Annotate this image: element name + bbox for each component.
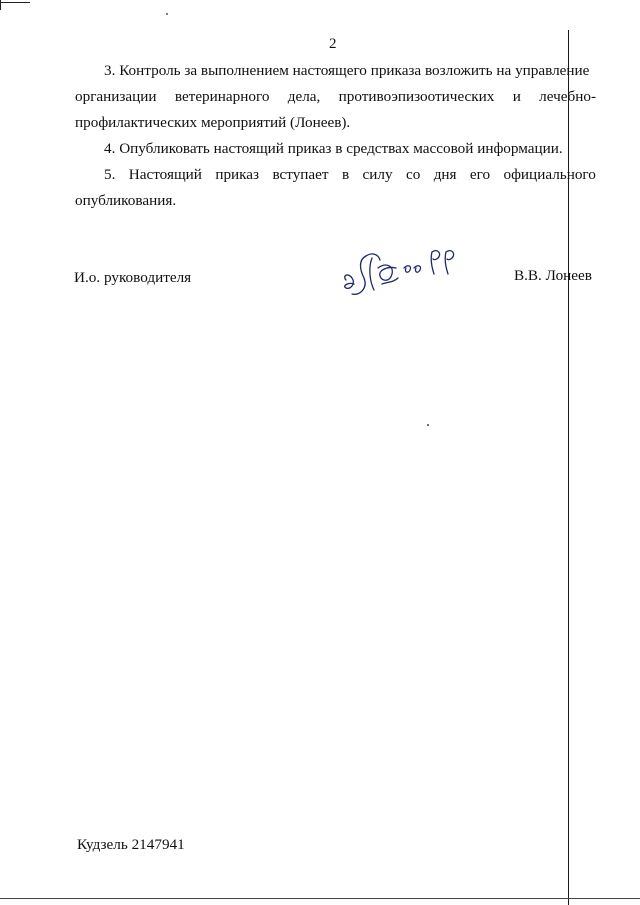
word: силу	[362, 166, 393, 183]
scan-speck	[166, 13, 168, 15]
item-4-line-1: 4. Опубликовать настоящий приказ в средствах массовой информации.	[104, 140, 563, 157]
item-3-line-2	[75, 87, 596, 107]
scan-edge-right	[568, 30, 569, 905]
page-number: 2	[329, 36, 337, 52]
scan-edge-top	[0, 2, 30, 3]
word: лечебно-	[539, 88, 596, 105]
handwritten-signature	[338, 238, 478, 308]
signatory-position: И.о. руководителя	[74, 269, 192, 286]
word: дела,	[287, 88, 321, 105]
word: Настоящий	[128, 166, 202, 183]
item-5-line-2: опубликования.	[75, 192, 177, 209]
scan-edge-corner	[0, 0, 1, 10]
word: организации	[75, 88, 157, 105]
word: ветеринарного	[174, 88, 270, 105]
word: 5.	[104, 166, 116, 183]
word: приказ	[215, 166, 260, 183]
executor-footer: Кудзель 2147941	[77, 836, 185, 853]
word: его	[469, 166, 491, 183]
word: в	[341, 166, 350, 183]
signatory-name: В.В. Лонеев	[514, 267, 592, 284]
word: вступает	[272, 166, 329, 183]
item-3-line-1: 3. Контроль за выполнением настоящего приказа возложить на управление	[104, 62, 590, 79]
scan-edge-bottom	[0, 898, 640, 899]
item-3-line-3: профилактических мероприятий (Лонеев).	[75, 114, 351, 131]
word: со	[405, 166, 421, 183]
word: противоэпизоотических	[338, 88, 495, 105]
item-5-line-1	[104, 165, 596, 185]
word: официального	[503, 166, 596, 183]
scan-speck	[427, 424, 429, 426]
word: дня	[433, 166, 457, 183]
word: и	[512, 88, 521, 105]
